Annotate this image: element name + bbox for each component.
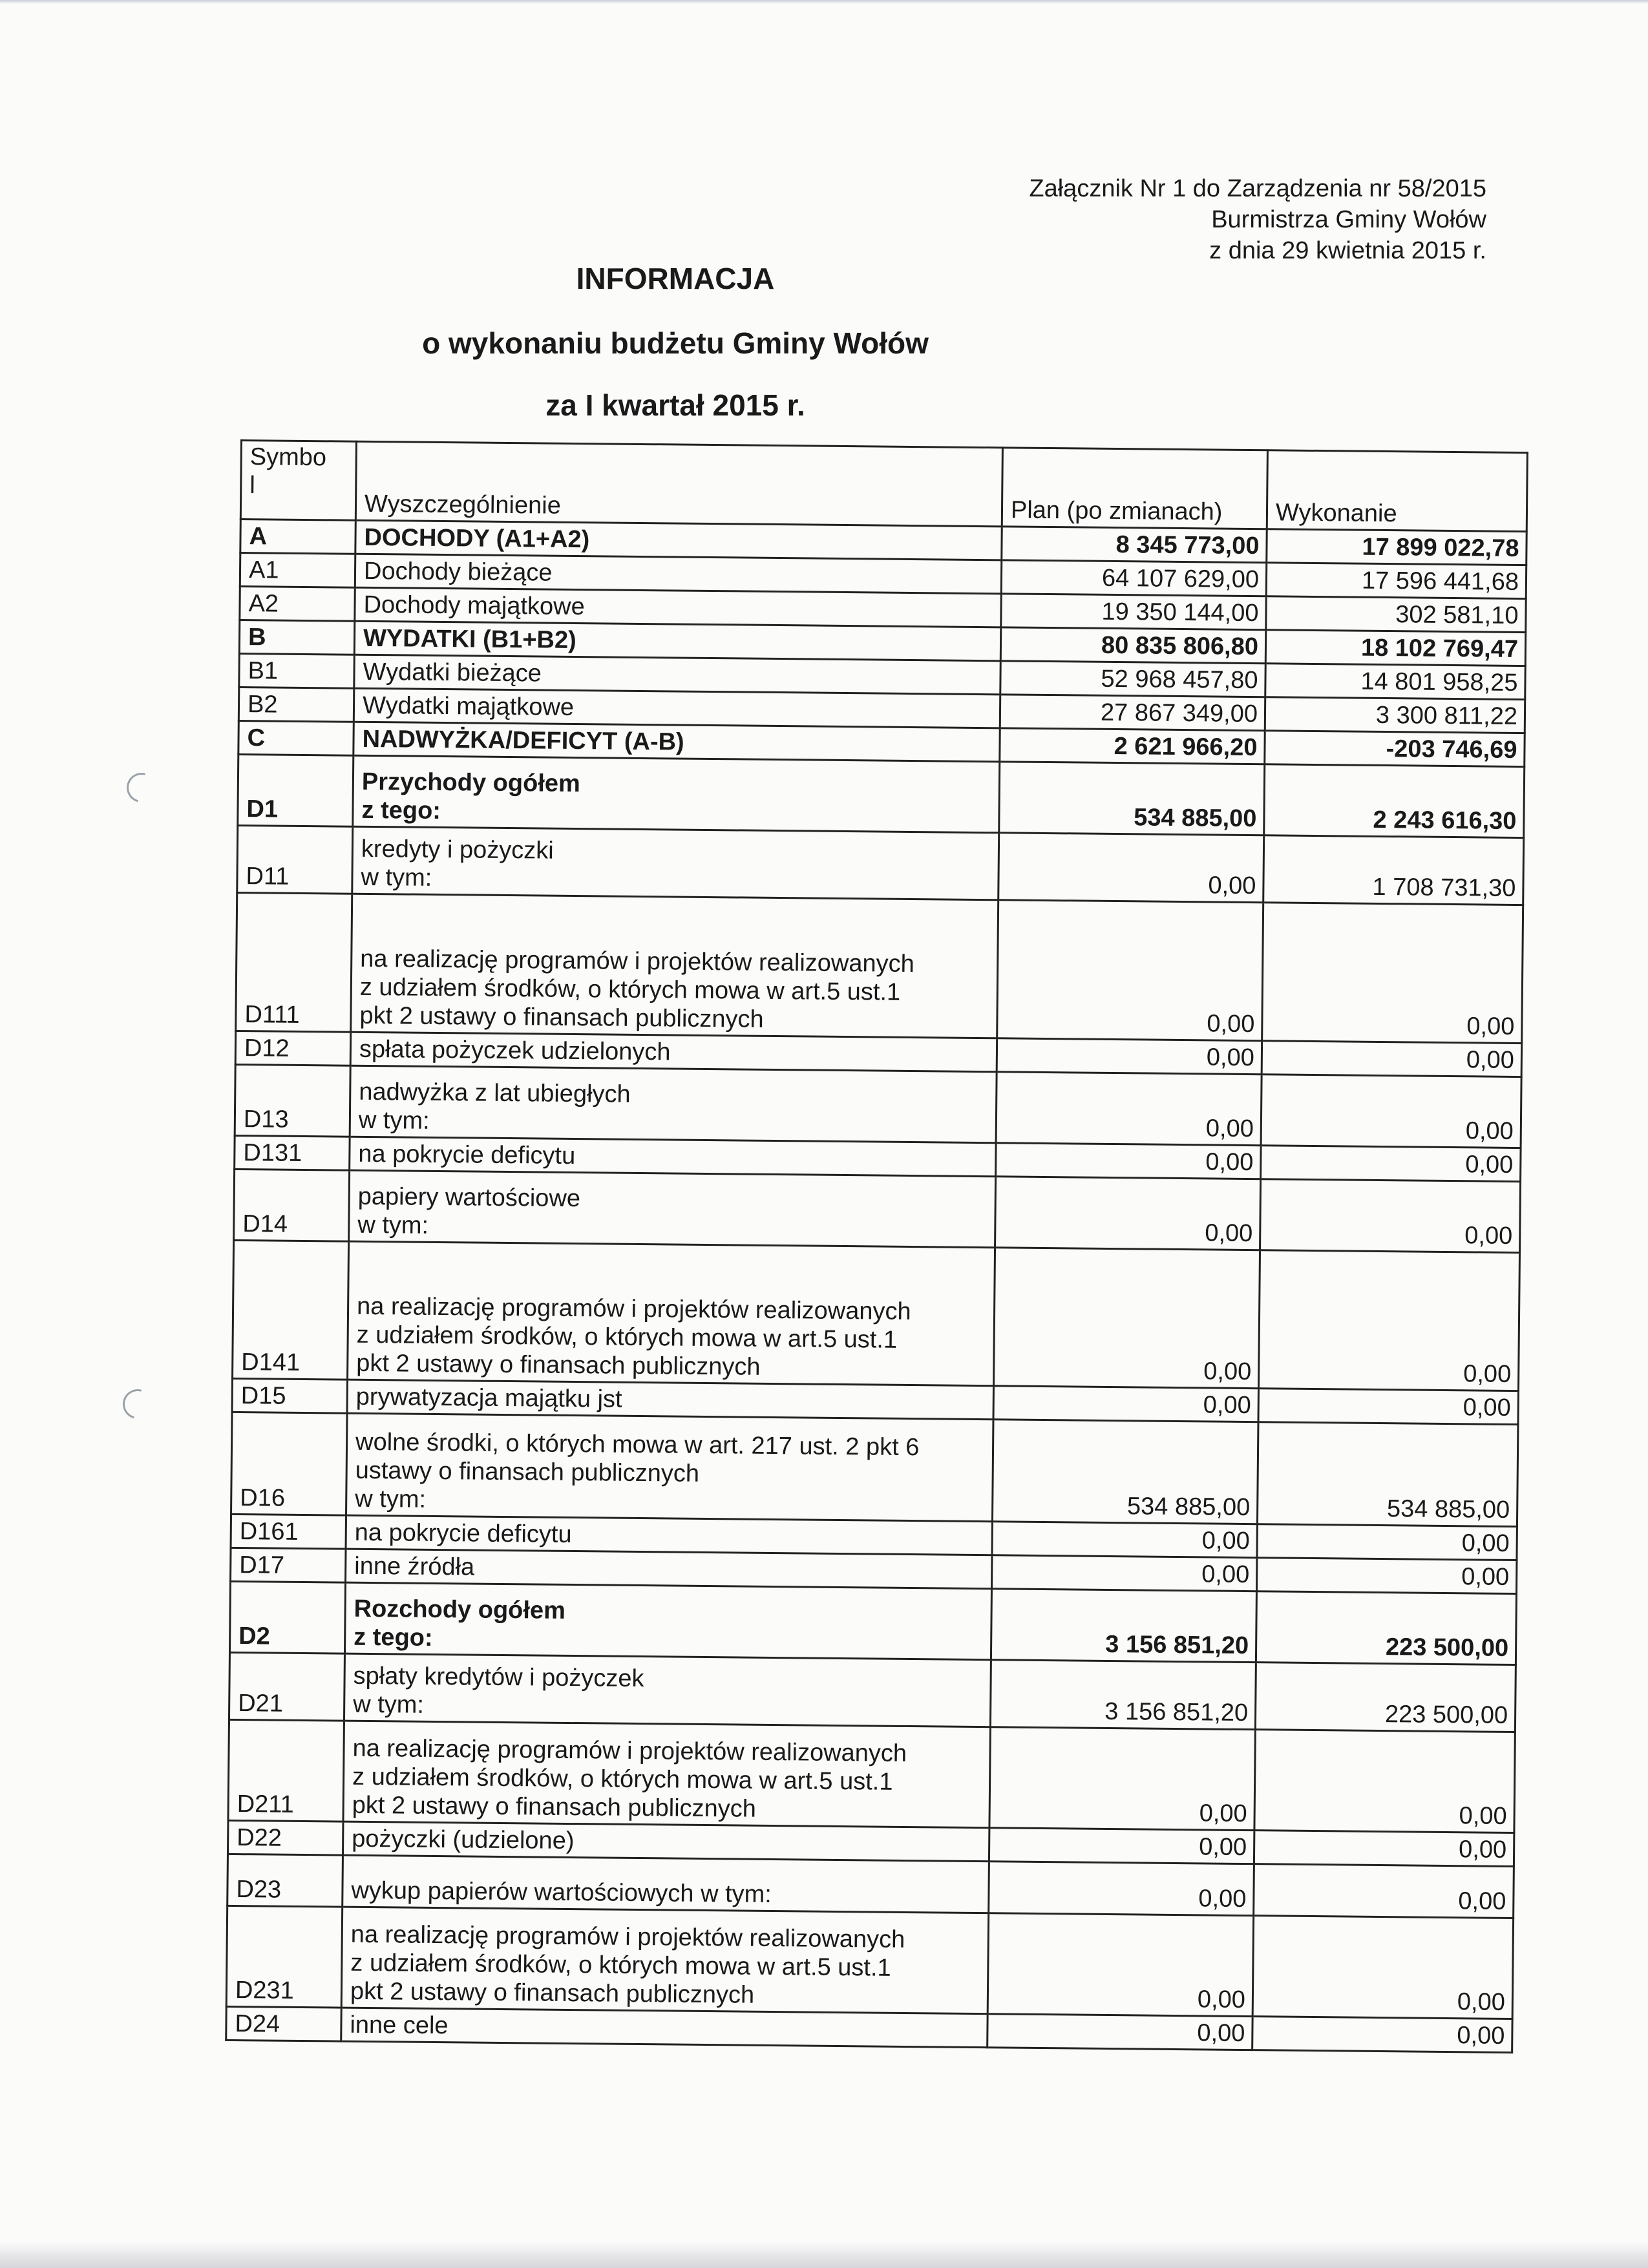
row-execution: 223 500,00 <box>1256 1591 1516 1665</box>
table-row <box>236 892 1523 1043</box>
row-plan: 534 885,00 <box>999 762 1265 835</box>
row-description: DOCHODY (A1+A2) <box>355 520 1002 560</box>
row-plan: 0,00 <box>996 1143 1261 1179</box>
row-description: Przychody ogółem z tego: <box>353 755 1000 833</box>
row-description: NADWYŻKA/DEFICYT (A-B) <box>354 722 1000 762</box>
row-execution: 18 102 769,47 <box>1265 630 1525 666</box>
row-plan: 0,00 <box>998 833 1264 903</box>
row-symbol: D11 <box>237 825 353 894</box>
row-plan: 0,00 <box>993 1248 1260 1389</box>
row-symbol: D14 <box>234 1169 350 1241</box>
row-execution: 0,00 <box>1258 1250 1519 1391</box>
table-row <box>229 1652 1516 1732</box>
row-description: inne źródła <box>346 1549 992 1589</box>
row-description: inne cele <box>341 2008 988 2048</box>
row-execution: -203 746,69 <box>1265 731 1525 767</box>
table-row <box>233 1240 1520 1391</box>
row-execution: 302 581,10 <box>1266 596 1526 633</box>
row-description: Wydatki majątkowe <box>354 688 1000 728</box>
row-plan: 0,00 <box>997 900 1263 1041</box>
punch-hole-mark <box>118 1384 158 1425</box>
row-plan: 80 835 806,80 <box>1000 627 1265 664</box>
row-plan: 64 107 629,00 <box>1001 560 1266 596</box>
row-symbol: D16 <box>231 1412 348 1515</box>
row-execution: 1 708 731,30 <box>1263 835 1524 905</box>
row-symbol: D22 <box>227 1820 343 1855</box>
row-description: na realizację programów i projektów realizowanych z udziałem środków, o których mowa w art.5 ust.1 pkt 2 ustawy o finansach publicznych <box>341 1907 988 2014</box>
row-plan: 0,00 <box>997 1038 1262 1075</box>
document-subtitle: o wykonaniu budżetu Gminy Wołów <box>422 326 929 360</box>
row-description: nadwyżka z lat ubiegłych w tym: <box>350 1066 997 1143</box>
row-execution: 0,00 <box>1252 1916 1513 2019</box>
budget-table <box>225 439 1528 2053</box>
row-plan: 0,00 <box>989 1828 1254 1864</box>
row-description: spłaty kredytów i pożyczek w tym: <box>344 1654 991 1727</box>
table-row <box>231 1412 1518 1526</box>
row-plan: 3 156 851,20 <box>991 1589 1256 1663</box>
row-symbol: A <box>240 520 355 554</box>
table-header-row <box>240 441 1527 532</box>
row-execution: 0,00 <box>1260 1179 1521 1253</box>
row-description: na realizację programów i projektów realizowanych z udziałem środków, o których mowa w art.5 ust.1 pkt 2 ustawy o finansach publicznych <box>343 1721 990 1828</box>
row-description: papiery wartościowe w tym: <box>349 1170 996 1248</box>
row-symbol: D111 <box>236 892 352 1032</box>
row-plan: 0,00 <box>991 1555 1256 1591</box>
row-symbol: A2 <box>240 587 355 622</box>
row-execution: 14 801 958,25 <box>1265 664 1525 700</box>
row-execution: 0,00 <box>1256 1558 1516 1594</box>
row-plan: 0,00 <box>993 1386 1258 1422</box>
row-execution: 0,00 <box>1257 1524 1517 1560</box>
document-period: za I kwartał 2015 r. <box>545 388 805 422</box>
row-description: prywatyzacja majątku jst <box>347 1380 993 1420</box>
row-execution: 0,00 <box>1252 2017 1512 2053</box>
table-row <box>235 1064 1521 1148</box>
scan-edge-top <box>0 0 1648 4</box>
row-description: Dochody majątkowe <box>355 587 1001 627</box>
row-execution: 0,00 <box>1262 1041 1521 1077</box>
row-plan: 0,00 <box>992 1522 1257 1558</box>
annex-note <box>969 173 1486 266</box>
row-execution: 17 899 022,78 <box>1267 529 1527 565</box>
row-description: kredyty i pożyczki w tym: <box>352 826 999 900</box>
row-execution: 0,00 <box>1254 1831 1514 1867</box>
row-symbol: D12 <box>235 1031 350 1066</box>
row-symbol: D131 <box>235 1135 350 1170</box>
row-execution: 3 300 811,22 <box>1265 697 1525 733</box>
row-description: na realizację programów i projektów realizowanych z udziałem środków, o których mowa w art.5 ust.1 pkt 2 ustawy o finansach publicznych <box>348 1241 995 1386</box>
row-plan: 0,00 <box>989 1862 1254 1916</box>
row-symbol: D141 <box>233 1240 349 1380</box>
row-symbol: D231 <box>226 1906 342 2008</box>
row-plan: 8 345 773,00 <box>1002 527 1267 563</box>
row-symbol: D161 <box>231 1514 346 1549</box>
row-plan: 19 350 144,00 <box>1001 594 1266 630</box>
row-description: Wydatki bieżące <box>354 655 1000 695</box>
row-symbol: D15 <box>232 1378 347 1413</box>
row-plan: 0,00 <box>995 1177 1261 1250</box>
row-execution: 223 500,00 <box>1255 1663 1516 1732</box>
header-description: Wyszczególnienie <box>355 441 1002 527</box>
row-description: wykup papierów wartościowych w tym: <box>343 1855 989 1913</box>
table-row <box>237 825 1524 905</box>
row-execution: 0,00 <box>1258 1389 1518 1425</box>
table-row <box>234 1169 1521 1252</box>
row-symbol: D13 <box>235 1064 350 1137</box>
row-plan: 0,00 <box>988 2014 1252 2050</box>
row-execution: 0,00 <box>1262 903 1523 1044</box>
row-description: Rozchody ogółem z tego: <box>344 1582 991 1660</box>
scan-edge-bottom <box>0 2242 1648 2268</box>
row-execution: 2 243 616,30 <box>1264 764 1525 838</box>
row-symbol: B2 <box>238 687 354 722</box>
annex-line-1: Załącznik Nr 1 do Zarządzenia nr 58/2015 <box>1029 175 1486 202</box>
row-symbol: B <box>239 620 354 655</box>
row-plan: 534 885,00 <box>992 1420 1258 1524</box>
row-symbol: D1 <box>238 754 354 826</box>
row-description: na pokrycie deficytu <box>346 1515 992 1555</box>
row-description: WYDATKI (B1+B2) <box>354 621 1000 661</box>
row-symbol: D211 <box>228 1719 344 1822</box>
row-symbol: C <box>238 720 354 755</box>
row-plan: 52 968 457,80 <box>1000 661 1265 697</box>
header-symbol: Symbo l <box>240 441 356 521</box>
row-execution: 534 885,00 <box>1257 1422 1517 1527</box>
row-plan: 0,00 <box>988 1913 1253 2017</box>
row-execution: 0,00 <box>1261 1146 1521 1182</box>
punch-hole-mark <box>121 768 162 808</box>
header-execution: Wykonanie <box>1267 450 1527 532</box>
row-symbol: A1 <box>240 553 355 588</box>
table-row <box>238 754 1525 837</box>
row-symbol: D2 <box>229 1581 345 1654</box>
table-row <box>226 1906 1513 2019</box>
table-row <box>229 1581 1516 1664</box>
table-row <box>228 1719 1515 1832</box>
row-description: Dochody bieżące <box>355 554 1001 594</box>
row-symbol: D23 <box>227 1854 343 1907</box>
row-execution: 0,00 <box>1254 1730 1515 1833</box>
row-symbol: D17 <box>231 1548 346 1582</box>
header-plan: Plan (po zmianach) <box>1002 448 1267 529</box>
row-symbol: D24 <box>226 2006 341 2041</box>
row-plan: 0,00 <box>996 1072 1262 1146</box>
row-symbol: D21 <box>229 1652 344 1721</box>
row-plan: 2 621 966,20 <box>1000 728 1265 764</box>
row-description: pożyczki (udzielone) <box>343 1822 989 1862</box>
annex-line-2: Burmistrza Gminy Wołów <box>1211 206 1486 233</box>
row-plan: 3 156 851,20 <box>990 1660 1256 1730</box>
row-description: na pokrycie deficytu <box>350 1137 996 1177</box>
document-title: INFORMACJA <box>576 262 775 295</box>
row-description: wolne środki, o których mowa w art. 217 ust. 2 pkt 6 ustawy o finansach publicznych w tym: <box>346 1413 993 1522</box>
row-execution: 17 596 441,68 <box>1266 563 1526 599</box>
row-execution: 0,00 <box>1261 1075 1521 1148</box>
row-description: na realizację programów i projektów realizowanych z udziałem środków, o których mowa w art.5 ust.1 pkt 2 ustawy o finansach publicznych <box>351 894 998 1038</box>
budget-table-body <box>226 441 1528 2053</box>
row-description: spłata pożyczek udzielonych <box>350 1032 997 1072</box>
row-plan: 0,00 <box>989 1727 1255 1831</box>
annex-line-3: z dnia 29 kwietnia 2015 r. <box>1209 237 1486 264</box>
row-symbol: B1 <box>239 653 354 688</box>
row-execution: 0,00 <box>1254 1864 1514 1918</box>
row-plan: 27 867 349,00 <box>1000 695 1265 731</box>
